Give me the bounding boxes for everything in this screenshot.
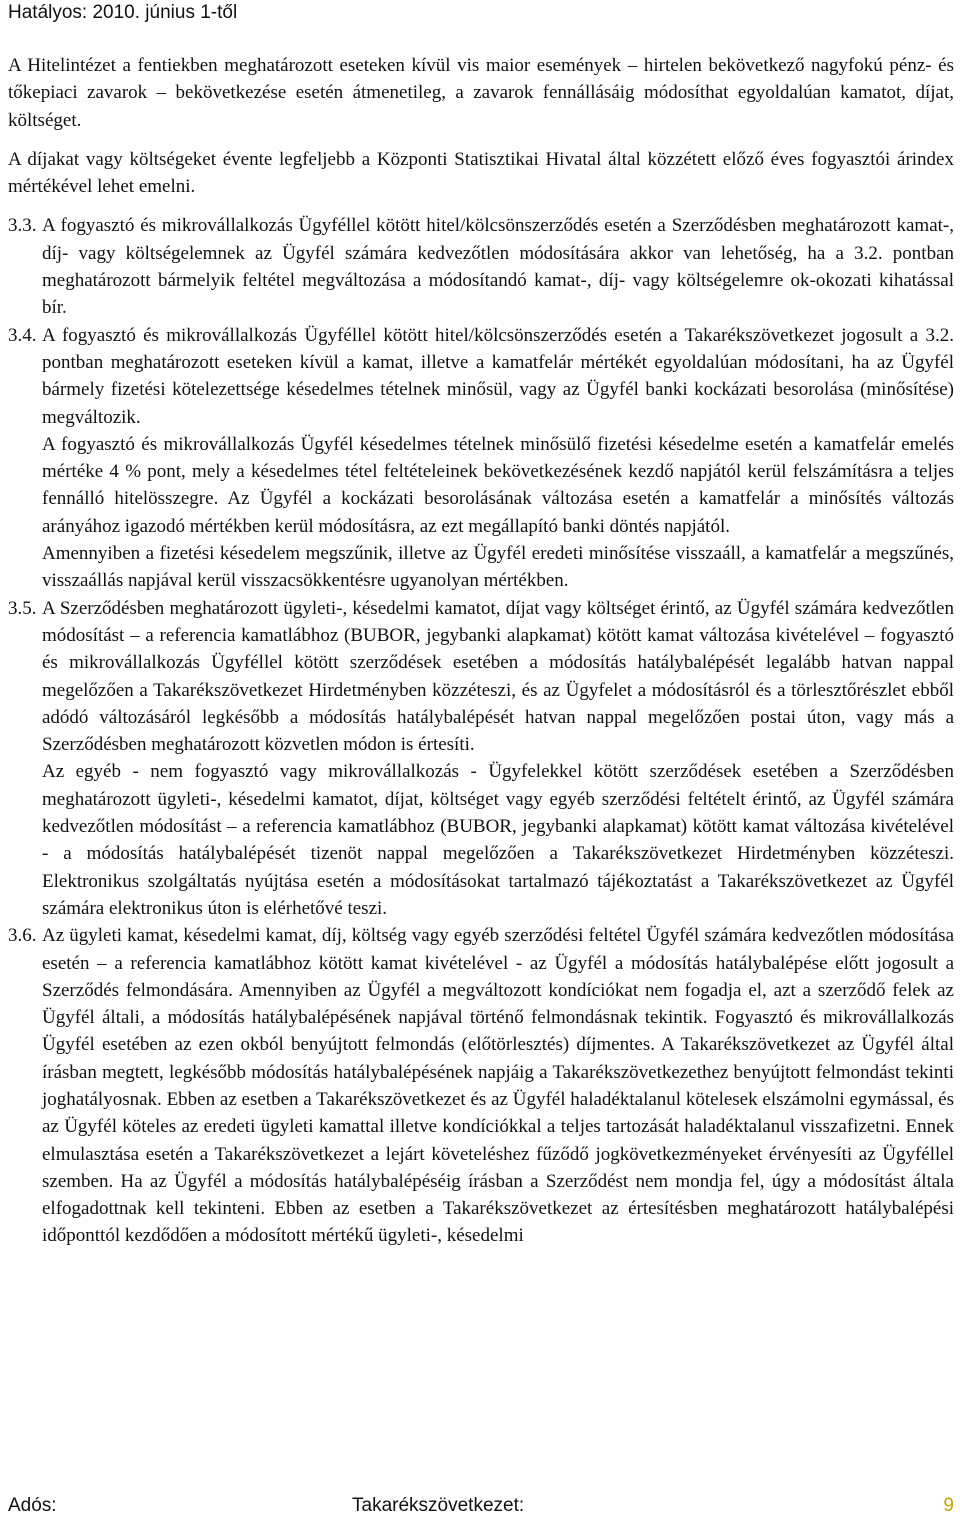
- page-number: 9: [943, 1495, 954, 1516]
- section-paragraph: A fogyasztó és mikrovállalkozás Ügyféllel kötött hitel/kölcsönszerződés esetén a Takarékszövetkezet jogosult a 3.2. pontban meghatározott eseteken kívül a kamat, illetve a kamatfelár mértékét egyoldalúan módosítani, ha az Ügyfél bármely fizetési kötelezettsége késedelmes tételnek minősül, vagy az Ügyfél banki kockázati besorolása (minősítése) megváltozik.: [42, 324, 954, 428]
- section-body: [42, 212, 954, 321]
- section-number: 3.4.: [8, 324, 37, 346]
- debtor-signature-label: Adós:: [8, 1495, 57, 1516]
- section-body: [42, 595, 954, 923]
- section-paragraph: Az ügyleti kamat, késedelmi kamat, díj, költség vagy egyéb szerződési feltétel Ügyfél számára kedvezőtlen módosítása esetén – a referencia kamatlábhoz kötött kamat kivételével - az Ügyfél a módosítás hatálybalépése előtt jogosult a Szerződés felmondására. Amennyiben az Ügyfél a megváltozott kondíciókat nem fogadja el, azt a szerződő felek az Ügyfél általi, a módosítás hatálybalépésének napjával történő felmondásnak tekintik. Fogyasztó és mikrovállalkozás Ügyfél esetében az ezen okból benyújtott felmondás (előtörlesztés) díjmentes. A Takarékszövetkezet az Ügyfél által írásban megtett, legkésőbb módosítás hatálybalépésének napjáig a Takarékszövetkezethez benyújtott felmondást tekinti joghatályosnak. Ebben az esetben a Takarékszövetkezet és az Ügyfél haladéktalanul kötelesek elszámolni egymással, és az Ügyfél köteles az eredeti ügyleti kamattal illetve kondíciókkal a teljes tartozását haladéktalanul visszafizetni. Ennek elmulasztása esetén a Takarékszövetkezet a lejárt követeléshez fűződő jogkövetkezményeket érvényesíti az Ügyféllel szemben. Ha az Ügyfél a módosítás hatálybalépéséig írásban a Szerződést nem mondja fel, úgy a módosítást általa elfogadottnak kell tekinteni. Ebben az esetben a Takarékszövetkezet az értesítésben meghatározott hatálybalépési időponttól kezdődően a módosított mértékű ügyleti-, késedelmi: [42, 925, 954, 1247]
- section-3-3: [8, 212, 954, 321]
- document-body: [8, 52, 954, 1250]
- section-body: [42, 922, 954, 1250]
- paragraph-vis-maior: A Hitelintézet a fentiekben meghatározott eseteken kívül vis maior események – hirtelen bekövetkező nagyfokú pénz- és tőkepiaci zavarok – bekövetkezése esetén átmenetileg, a zavarok fennállásáig módosíthat egyoldalúan kamatot, díjat, költséget.: [8, 55, 954, 131]
- section-body: [42, 322, 954, 595]
- section-number: 3.5.: [8, 597, 37, 619]
- effective-date-header: Hatályos: 2010. június 1-től: [8, 2, 238, 23]
- section-paragraph: A fogyasztó és mikrovállalkozás Ügyfél késedelmes tételnek minősülő fizetési késedelme esetén a kamatfelár emelés mértéke 4 % pont, mely a késedelmes tétel feltételeinek bekövetkezésének kezdő napjától kerül felszámításra a teljes fennálló hitelösszegre. Az Ügyfél a kockázati besorolásának változása esetén a kamatfelár a minősítés változás arányához igazodó mértékben kerül módosításra, az ezt megállapító banki döntés napjától.: [42, 433, 954, 537]
- section-number: 3.3.: [8, 215, 37, 237]
- section-paragraph: Amennyiben a fizetési késedelem megszűnik, illetve az Ügyfél eredeti minősítése visszaáll, a kamatfelár a megszűnés, visszaállás napjával kerül visszacsökkentésre ugyanolyan mértékben.: [42, 543, 954, 592]
- section-paragraph: Az egyéb - nem fogyasztó vagy mikrovállalkozás - Ügyfelekkel kötött szerződések esetében a Szerződésben meghatározott ügyleti-, késedelmi kamatot, díjat, költséget vagy egyéb szerződési feltételt érintő, az Ügyfél számára kedvezőtlen módosítást – a referencia kamatlábhoz (BUBOR, jegybanki alapkamat) kötött kamat változása kivételével - a módosítás hatálybalépését tizenöt nappal megelőzően a Takarékszövetkezet Hirdetményben közzéteszi. Elektronikus szolgáltatás nyújtása esetén a módosításokat tartalmazó tájékoztatást a Takarékszövetkezet az Ügyfél számára elektronikus úton is elérhetővé teszi.: [42, 761, 954, 919]
- section-3-5: [8, 595, 954, 923]
- page-footer: [8, 1494, 954, 1518]
- bank-signature-label: Takarékszövetkezet:: [352, 1495, 525, 1516]
- section-number: 3.6.: [8, 925, 37, 947]
- paragraph-fee-limit: A díjakat vagy költségeket évente legfeljebb a Központi Statisztikai Hivatal által közzétett előző éves fogyasztói árindex mértékével lehet emelni.: [8, 148, 954, 198]
- section-paragraph: A fogyasztó és mikrovállalkozás Ügyféllel kötött hitel/kölcsönszerződés esetén a Szerződésben meghatározott kamat-, díj- vagy költségelemnek az Ügyfél számára kedvezőtlen módosítására akkor van lehetőség, ha a 3.2. pontban meghatározott bármelyik feltétel megváltozása a módosítandó kamat-, díj- vagy költségelemre ok-okozati kihatással bír.: [42, 215, 954, 319]
- section-3-4: [8, 322, 954, 595]
- section-paragraph: A Szerződésben meghatározott ügyleti-, késedelmi kamatot, díjat vagy költséget érintő, az Ügyfél számára kedvezőtlen módosítást – a referencia kamatlábhoz (BUBOR, jegybanki alapkamat) kötött kamat változása kivételével – fogyasztó és mikrovállalkozás Ügyféllel kötött szerződések esetében a módosítás hatálybalépését legalább hatvan nappal megelőzően a Takarékszövetkezet Hirdetményben közzéteszi, és az Ügyfelet a módosításról és a törlesztőrészlet ebből adódó változásáról legkésőbb a módosítás hatálybalépését hatvan nappal megelőzően postai úton, vagy más a Szerződésben meghatározott közvetlen módon is értesíti.: [42, 597, 954, 756]
- section-3-6: [8, 922, 954, 1250]
